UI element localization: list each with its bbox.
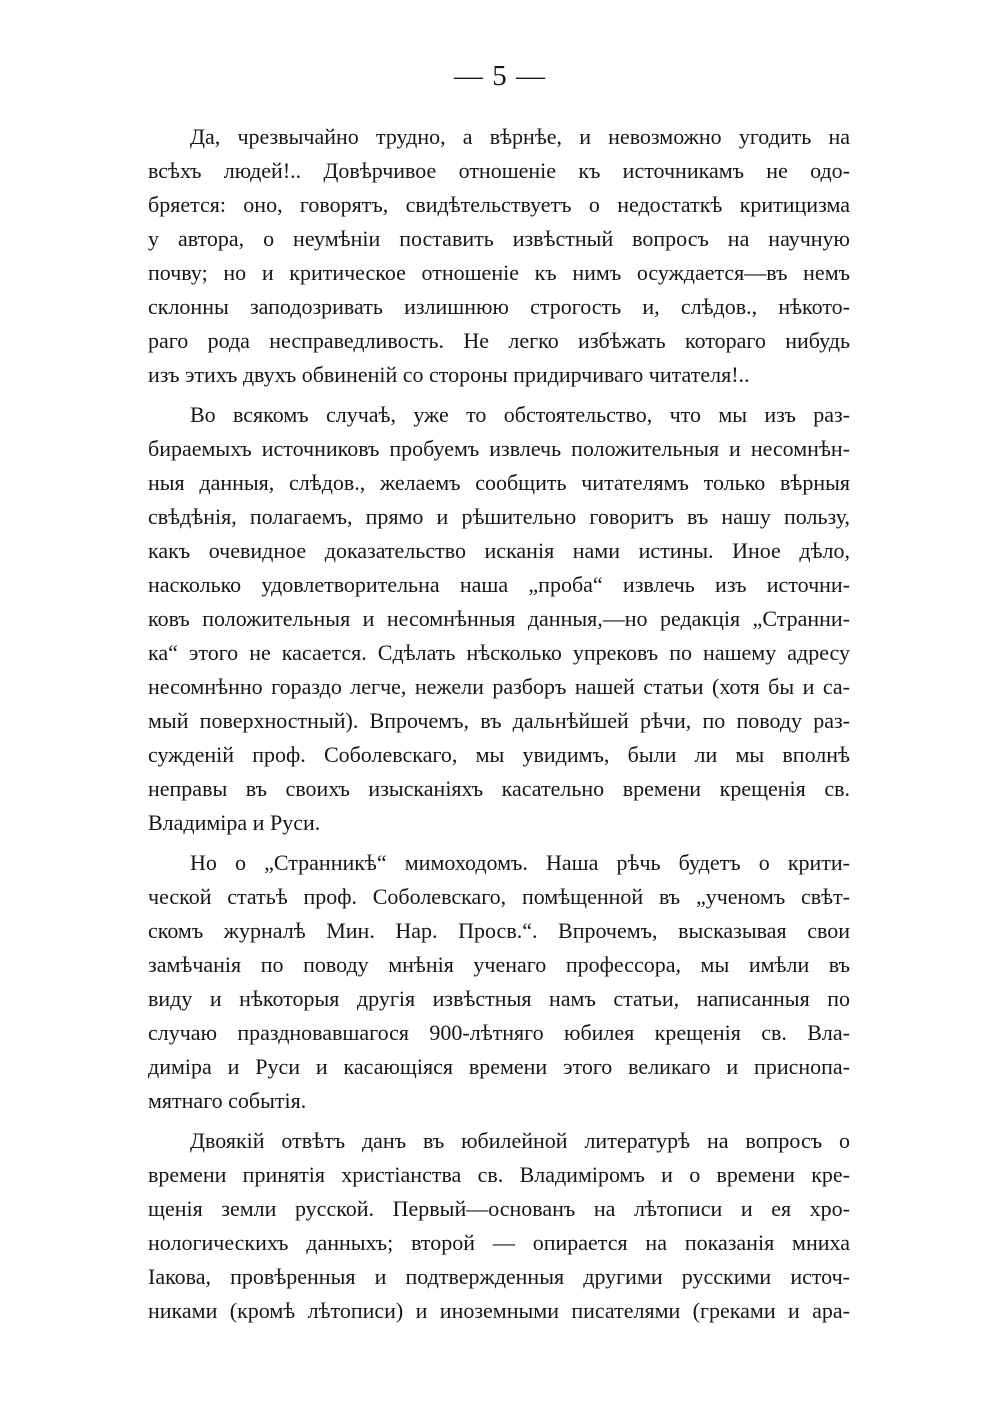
text-line: ка“ этого не касается. Сдѣлать нѣсколько упрековъ по нашему адресу: [148, 640, 850, 665]
paragraph: [148, 120, 850, 392]
text-line: раго рода несправедливость. Не легко избѣжать котораго нибудь: [148, 328, 850, 353]
body-text: [148, 120, 850, 1328]
text-line: диміра и Руси и касающіяся времени этого великаго и приснопа-: [148, 1054, 850, 1079]
text-line: Да, чрезвычайно трудно, а вѣрнѣе, и невозможно угодить на: [190, 124, 850, 149]
text-line: времени принятія христіанства св. Владиміромъ и о времени кре-: [148, 1162, 850, 1187]
text-line: изъ этихъ двухъ обвиненій со стороны придирчиваго читателя!..: [148, 362, 750, 387]
paragraph: [148, 846, 850, 1118]
text-line: Но о „Странникѣ“ мимоходомъ. Наша рѣчь будетъ о крити-: [190, 850, 850, 875]
paragraph: [148, 1124, 850, 1328]
text-line: склонны заподозривать излишнюю строгость и, слѣдов., нѣкото-: [148, 294, 850, 319]
text-line: щенія земли русской. Первый—основанъ на лѣтописи и ея хро-: [148, 1196, 850, 1221]
text-line: мый поверхностный). Впрочемъ, въ дальнѣйшей рѣчи, по поводу раз-: [148, 708, 850, 733]
text-line: почву; но и критическое отношеніе къ нимъ осуждается—въ немъ: [148, 260, 850, 285]
text-line: бряется: оно, говорятъ, свидѣтельствуетъ о недостаткѣ критицизма: [148, 192, 850, 217]
text-line: Іакова, провѣренныя и подтвержденныя другими русскими источ-: [148, 1264, 850, 1289]
text-line: ческой статьѣ проф. Соболевскаго, помѣщенной въ „ученомъ свѣт-: [148, 884, 850, 909]
text-line: ковъ положительныя и несомнѣнныя данныя,—но редакція „Странни-: [148, 606, 850, 631]
text-line: неправы въ своихъ изысканіяхъ касательно времени крещенія св.: [148, 776, 850, 801]
text-line: случаю праздновавшагося 900-лѣтняго юбилея крещенія св. Вла-: [148, 1020, 850, 1045]
page-number: — 5 —: [454, 60, 546, 92]
text-line: свѣдѣнія, полагаемъ, прямо и рѣшительно говоритъ въ нашу пользу,: [148, 504, 850, 529]
text-line: у автора, о неумѣніи поставить извѣстный вопросъ на научную: [148, 226, 850, 251]
text-line: несомнѣнно гораздо легче, нежели разборъ нашей статьи (хотя бы и са-: [148, 674, 850, 699]
text-line: замѣчанія по поводу мнѣнія ученаго профессора, мы имѣли въ: [148, 952, 850, 977]
text-line: никами (кромѣ лѣтописи) и иноземными писателями (греками и ара-: [148, 1298, 850, 1323]
paragraph: [148, 398, 850, 840]
text-line: Двоякій отвѣтъ данъ въ юбилейной литературѣ на вопросъ о: [190, 1128, 850, 1153]
text-line: Владиміра и Руси.: [148, 810, 321, 835]
text-line: всѣхъ людей!.. Довѣрчивое отношеніе къ источникамъ не одо-: [148, 158, 850, 183]
text-line: нологическихъ данныхъ; второй — опирается на показанія мниха: [148, 1230, 850, 1255]
text-line: сужденій проф. Соболевскаго, мы увидимъ, были ли мы вполнѣ: [148, 742, 850, 767]
text-line: насколько удовлетворительна наша „проба“ извлечь изъ источни-: [148, 572, 850, 597]
text-line: мятнаго событія.: [148, 1088, 307, 1113]
text-line: виду и нѣкоторыя другія извѣстныя намъ статьи, написанныя по: [148, 986, 850, 1011]
text-line: какъ очевидное доказательство исканія нами истины. Иное дѣло,: [148, 538, 850, 563]
text-line: Во всякомъ случаѣ, уже то обстоятельство, что мы изъ раз-: [190, 402, 850, 427]
text-line: бираемыхъ источниковъ пробуемъ извлечь положительныя и несомнѣн-: [148, 436, 850, 461]
text-line: ныя данныя, слѣдов., желаемъ сообщить читателямъ только вѣрныя: [148, 470, 850, 495]
text-line: скомъ журналѣ Мин. Нар. Просв.“. Впрочемъ, высказывая свои: [148, 918, 850, 943]
